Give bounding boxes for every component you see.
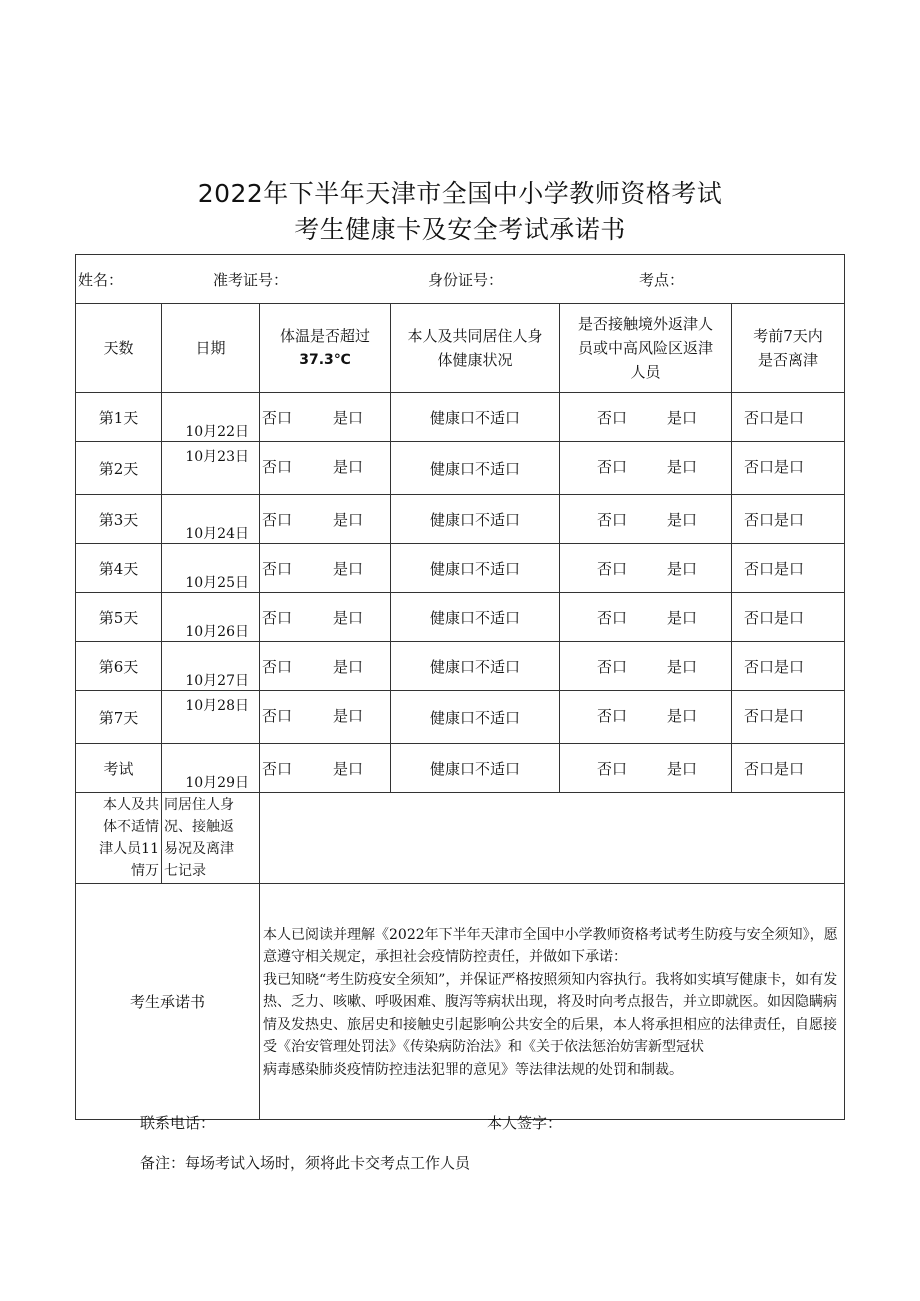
day-cell: 第4天 <box>76 544 162 593</box>
leave-checkboxes[interactable]: 否口是口 <box>744 458 805 476</box>
temp-no-checkbox[interactable]: 否口 <box>262 560 293 578</box>
leave-checkboxes[interactable]: 否口是口 <box>744 760 805 778</box>
ticket-label: 准考证号： <box>213 271 289 289</box>
leave-checkboxes[interactable]: 否口是口 <box>744 707 805 725</box>
contact-options[interactable] <box>560 593 732 642</box>
health-options[interactable]: 健康口不适口 <box>391 442 560 495</box>
leave-options[interactable] <box>732 495 845 544</box>
table-row <box>76 642 845 691</box>
header-contact <box>560 304 732 393</box>
leave-checkboxes[interactable]: 否口是口 <box>744 658 805 676</box>
temp-options[interactable] <box>260 544 391 593</box>
header-leave-line2: 是否离津 <box>758 351 819 369</box>
health-options[interactable]: 健康口不适口 <box>391 691 560 744</box>
contact-no-checkbox[interactable]: 否口 <box>597 760 628 778</box>
title-line-2: 考生健康卡及安全考试承诺书 <box>294 215 626 244</box>
health-options[interactable]: 健康口不适口 <box>391 593 560 642</box>
remark-left-line1: 本人及共 <box>103 797 159 813</box>
leave-options[interactable] <box>732 442 845 495</box>
day-cell: 第7天 <box>76 691 162 744</box>
phone-label: 联系电话： <box>140 1114 216 1132</box>
table-row <box>76 495 845 544</box>
promise-text <box>260 884 845 1120</box>
contact-options[interactable] <box>560 691 732 744</box>
temp-options[interactable] <box>260 495 391 544</box>
leave-options[interactable] <box>732 691 845 744</box>
temp-options[interactable] <box>260 744 391 793</box>
header-day: 天数 <box>76 304 162 393</box>
contact-yes-checkbox[interactable]: 是口 <box>667 511 698 529</box>
contact-no-checkbox[interactable]: 否口 <box>597 511 628 529</box>
contact-no-checkbox[interactable]: 否口 <box>597 707 628 725</box>
date-cell: 10月24日 <box>162 495 260 544</box>
temp-no-checkbox[interactable]: 否口 <box>262 760 293 778</box>
health-options[interactable]: 健康口不适口 <box>391 393 560 442</box>
contact-no-checkbox[interactable]: 否口 <box>597 658 628 676</box>
remark-right-line3: 易况及离津 <box>164 841 234 857</box>
temp-options[interactable] <box>260 642 391 691</box>
temp-yes-checkbox[interactable]: 是口 <box>333 458 364 476</box>
remark-right-line2: 况、接触返 <box>164 819 234 835</box>
contact-yes-checkbox[interactable]: 是口 <box>667 658 698 676</box>
leave-options[interactable] <box>732 593 845 642</box>
date-cell: 10月26日 <box>162 593 260 642</box>
day-cell: 第6天 <box>76 642 162 691</box>
temp-yes-checkbox[interactable]: 是口 <box>333 609 364 627</box>
contact-yes-checkbox[interactable]: 是口 <box>667 458 698 476</box>
site-label: 考点： <box>639 271 685 289</box>
date-cell: 10月23日 <box>162 442 260 495</box>
temp-no-checkbox[interactable]: 否口 <box>262 609 293 627</box>
date-cell: 10月25日 <box>162 544 260 593</box>
temp-no-checkbox[interactable]: 否口 <box>262 658 293 676</box>
date-cell: 10月28日 <box>162 691 260 744</box>
table-row <box>76 393 845 442</box>
remark-left-line4: 情万 <box>131 863 159 879</box>
contact-yes-checkbox[interactable]: 是口 <box>667 609 698 627</box>
leave-options[interactable] <box>732 393 845 442</box>
temp-yes-checkbox[interactable]: 是口 <box>333 511 364 529</box>
temp-no-checkbox[interactable]: 否口 <box>262 511 293 529</box>
signature-label: 本人签字： <box>487 1114 563 1132</box>
temp-options[interactable] <box>260 593 391 642</box>
day-cell: 第3天 <box>76 495 162 544</box>
header-date: 日期 <box>162 304 260 393</box>
contact-yes-checkbox[interactable]: 是口 <box>667 707 698 725</box>
temp-yes-checkbox[interactable]: 是口 <box>333 560 364 578</box>
contact-options[interactable] <box>560 642 732 691</box>
header-temp-line2: 37.3℃ <box>299 352 351 368</box>
header-contact-line1: 是否接触境外返津人 <box>577 315 713 333</box>
table-row <box>76 691 845 744</box>
temp-no-checkbox[interactable]: 否口 <box>262 409 293 427</box>
remark-left-line3: 津人员11 <box>99 841 159 857</box>
remark-left-line2: 体不适情 <box>103 819 159 835</box>
health-options[interactable]: 健康口不适口 <box>391 544 560 593</box>
date-cell: 10月27日 <box>162 642 260 691</box>
temp-no-checkbox[interactable]: 否口 <box>262 458 293 476</box>
leave-checkboxes[interactable]: 否口是口 <box>744 560 805 578</box>
leave-options[interactable] <box>732 544 845 593</box>
temp-yes-checkbox[interactable]: 是口 <box>333 409 364 427</box>
contact-yes-checkbox[interactable]: 是口 <box>667 409 698 427</box>
contact-options[interactable] <box>560 744 732 793</box>
temp-options[interactable] <box>260 442 391 495</box>
promise-label: 考生承诺书 <box>76 884 260 1120</box>
day-cell: 第2天 <box>76 442 162 495</box>
contact-no-checkbox[interactable]: 否口 <box>597 560 628 578</box>
name-label: 姓名： <box>78 271 124 289</box>
leave-options[interactable] <box>732 744 845 793</box>
header-contact-line3: 人员 <box>630 363 661 381</box>
footer-note: 备注：每场考试入场时，须将此卡交考点工作人员 <box>140 1154 471 1172</box>
temp-options[interactable] <box>260 691 391 744</box>
contact-yes-checkbox[interactable]: 是口 <box>667 760 698 778</box>
contact-options[interactable] <box>560 544 732 593</box>
header-health <box>391 304 560 393</box>
contact-no-checkbox[interactable]: 否口 <box>597 409 628 427</box>
remark-input-area[interactable] <box>260 793 845 884</box>
remark-right-line1: 同居住人身 <box>164 797 234 813</box>
day-cell: 第5天 <box>76 593 162 642</box>
table-row <box>76 442 845 495</box>
temp-yes-checkbox[interactable]: 是口 <box>333 760 364 778</box>
temp-yes-checkbox[interactable]: 是口 <box>333 658 364 676</box>
header-health-line2: 体健康状况 <box>437 351 513 369</box>
leave-checkboxes[interactable]: 否口是口 <box>744 511 805 529</box>
header-contact-line2: 员或中高风险区返津 <box>577 339 713 357</box>
table-row <box>76 744 845 793</box>
date-cell: 10月29日 <box>162 744 260 793</box>
promise-paragraph-3: 病毒感染肺炎疫情防控违法犯罪的意见》等法律法规的处罚和制裁。 <box>263 1061 683 1078</box>
header-temp-line1: 体温是否超过 <box>279 327 370 345</box>
health-options[interactable]: 健康口不适口 <box>391 744 560 793</box>
day-cell: 第1天 <box>76 393 162 442</box>
temp-yes-checkbox[interactable]: 是口 <box>333 707 364 725</box>
day-cell: 考试 <box>76 744 162 793</box>
header-temperature <box>260 304 391 393</box>
remark-label-left <box>76 793 162 884</box>
remark-right-line4: 七记录 <box>164 863 206 879</box>
contact-options[interactable] <box>560 393 732 442</box>
leave-options[interactable] <box>732 642 845 691</box>
table-row <box>76 544 845 593</box>
promise-paragraph-1: 本人已阅读并理解《2022年下半年天津市全国中小学教师资格考试考生防疫与安全须知》，愿意遵守相关规定，承担社会疫情防控责任，并做如下承诺： <box>263 926 838 966</box>
table-row <box>76 593 845 642</box>
promise-paragraph-2: 我已知晓“考生防疫安全须知”，并保证严格按照须知内容执行。我将如实填写健康卡，如有发热、乏力、咳嗽、呼吸困难、腹泻等病状出现，将及时向考点报告，并立即就医。如因隐瞒病情及发热史、旅居史和接触史引起影响公共安全的后果，本人将承担相应的法律责任，自愿接受《治安管理处罚法》《传染病防治法》和《关于依法惩治妨害新型冠状 <box>263 971 838 1056</box>
contact-no-checkbox[interactable]: 否口 <box>597 609 628 627</box>
header-leave <box>732 304 845 393</box>
temp-options[interactable] <box>260 393 391 442</box>
health-options[interactable]: 健康口不适口 <box>391 495 560 544</box>
temp-no-checkbox[interactable]: 否口 <box>262 707 293 725</box>
id-label: 身份证号： <box>428 271 504 289</box>
contact-options[interactable] <box>560 442 732 495</box>
info-row <box>76 255 845 304</box>
contact-no-checkbox[interactable]: 否口 <box>597 458 628 476</box>
health-options[interactable]: 健康口不适口 <box>391 642 560 691</box>
title-line-1: 2022年下半年天津市全国中小学教师资格考试 <box>197 179 723 208</box>
leave-checkboxes[interactable]: 否口是口 <box>744 609 805 627</box>
contact-options[interactable] <box>560 495 732 544</box>
leave-checkboxes[interactable]: 否口是口 <box>744 409 805 427</box>
header-leave-line1: 考前7天内 <box>753 327 823 345</box>
date-cell: 10月22日 <box>162 393 260 442</box>
health-card-table <box>75 254 845 1120</box>
header-health-line1: 本人及共同居住人身 <box>407 327 543 345</box>
remark-label-right <box>162 793 260 884</box>
contact-yes-checkbox[interactable]: 是口 <box>667 560 698 578</box>
